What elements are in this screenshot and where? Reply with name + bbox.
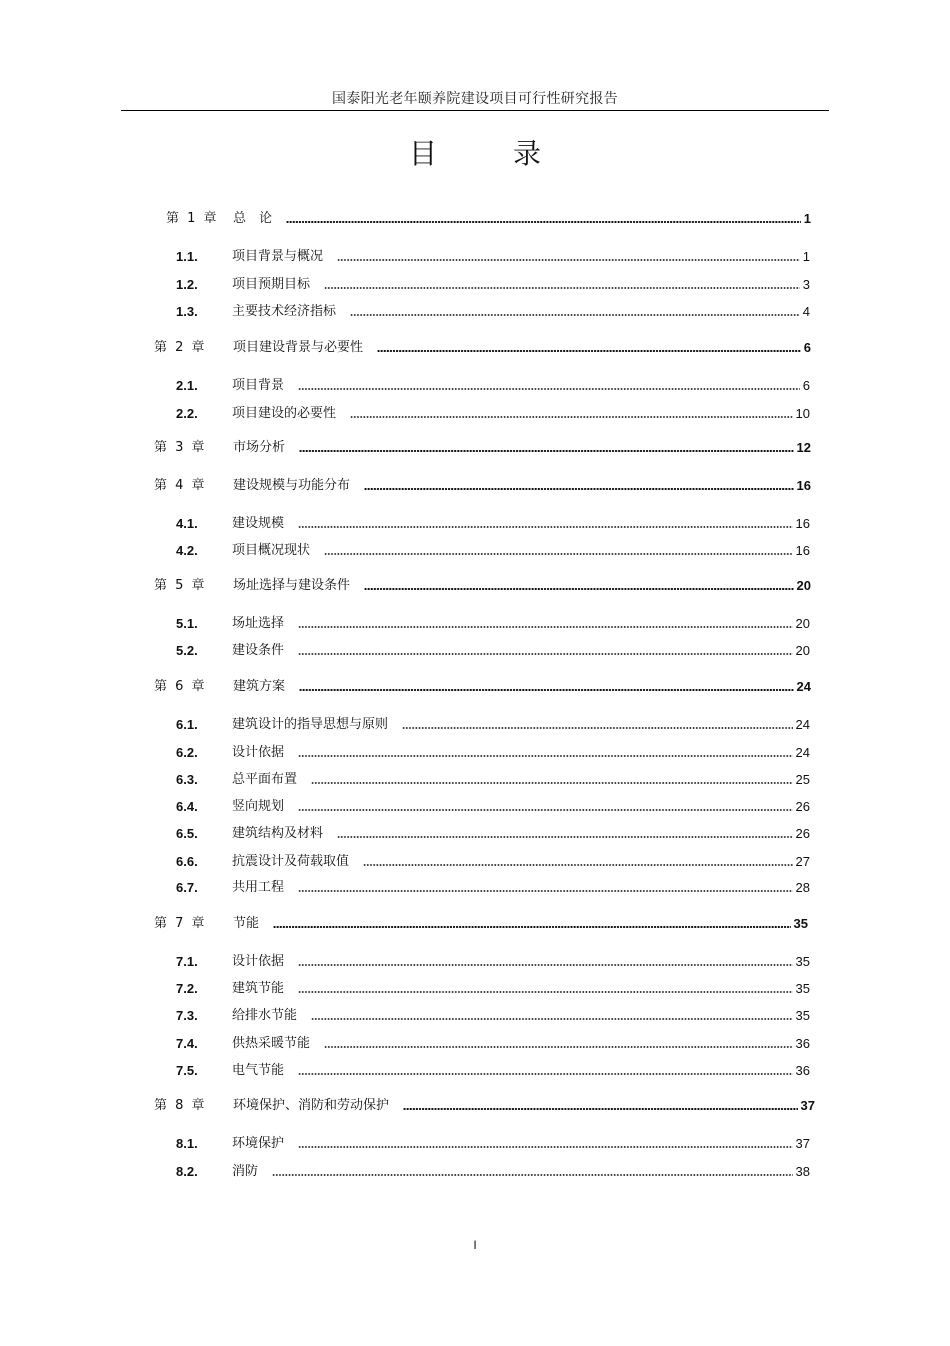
toc-entry-title: 给排水节能 xyxy=(232,1008,298,1023)
toc-entry-page: 27 xyxy=(795,854,810,869)
toc-entry-number: 6.6. xyxy=(176,854,198,869)
toc-entry-page: 24 xyxy=(795,745,810,760)
toc-section-entry[interactable] xyxy=(176,614,810,634)
toc-entry-number: 8.1. xyxy=(176,1136,198,1151)
toc-entry-number: 第 2 章 xyxy=(154,340,207,355)
toc-leader-dots xyxy=(364,588,794,590)
toc-entry-page: 26 xyxy=(795,799,810,814)
toc-entry-title: 建筑结构及材料 xyxy=(232,826,324,841)
toc-entry-page: 16 xyxy=(796,478,811,493)
toc-section-entry[interactable] xyxy=(176,404,810,424)
toc-leader-dots xyxy=(324,553,793,555)
toc-section-entry[interactable] xyxy=(176,541,810,561)
toc-chapter-entry[interactable] xyxy=(154,438,811,458)
toc-entry-page: 16 xyxy=(795,516,810,531)
toc-entry-number: 6.3. xyxy=(176,772,198,787)
toc-entry-title: 总 论 xyxy=(233,211,273,226)
toc-entry-title: 竖向规划 xyxy=(232,799,285,814)
toc-entry-number: 6.7. xyxy=(176,880,198,895)
toc-entry-number: 6.2. xyxy=(176,745,198,760)
toc-entry-number: 4.2. xyxy=(176,543,198,558)
toc-leader-dots xyxy=(299,689,794,691)
toc-section-entry[interactable] xyxy=(176,770,810,790)
toc-leader-dots xyxy=(337,836,793,838)
toc-entry-number: 2.1. xyxy=(176,378,198,393)
toc-entry-number: 6.1. xyxy=(176,717,198,732)
toc-leader-dots xyxy=(298,964,793,966)
toc-entry-number: 第 8 章 xyxy=(154,1098,207,1113)
toc-entry-number: 5.2. xyxy=(176,643,198,658)
toc-entry-title: 供热采暖节能 xyxy=(232,1036,311,1051)
toc-entry-number: 7.3. xyxy=(176,1008,198,1023)
page-number: I xyxy=(473,1238,477,1252)
toc-leader-dots xyxy=(337,259,800,261)
toc-leader-dots xyxy=(298,653,793,655)
toc-section-entry[interactable] xyxy=(176,852,810,872)
toc-section-entry[interactable] xyxy=(176,1134,810,1154)
toc-leader-dots xyxy=(273,926,791,928)
toc-entry-number: 1.2. xyxy=(176,277,198,292)
toc-section-entry[interactable] xyxy=(176,641,810,661)
toc-section-entry[interactable] xyxy=(176,743,810,763)
toc-entry-number: 第 7 章 xyxy=(154,916,207,931)
toc-entry-page: 20 xyxy=(795,616,810,631)
toc-entry-page: 25 xyxy=(795,772,810,787)
toc-leader-dots xyxy=(272,1174,793,1176)
toc-section-entry[interactable] xyxy=(176,1006,810,1026)
toc-entry-title: 场址选择与建设条件 xyxy=(233,578,351,593)
toc-entry-page: 24 xyxy=(795,717,810,732)
toc-leader-dots xyxy=(286,221,801,223)
toc-entry-page: 35 xyxy=(795,981,810,996)
toc-section-entry[interactable] xyxy=(176,514,810,534)
toc-leader-dots xyxy=(299,450,794,452)
toc-leader-dots xyxy=(311,782,793,784)
toc-entry-number: 4.1. xyxy=(176,516,198,531)
toc-entry-title: 项目背景与概况 xyxy=(232,249,324,264)
toc-entry-page: 35 xyxy=(795,954,810,969)
toc-entry-number: 第 5 章 xyxy=(154,578,207,593)
toc-entry-title: 电气节能 xyxy=(232,1063,285,1078)
toc-entry-title: 建筑设计的指导思想与原则 xyxy=(232,717,389,732)
toc-section-entry[interactable] xyxy=(176,302,810,322)
toc-entry-title: 总平面布置 xyxy=(232,772,298,787)
toc-entry-page: 10 xyxy=(795,406,810,421)
toc-entry-number: 2.2. xyxy=(176,406,198,421)
toc-section-entry[interactable] xyxy=(176,878,810,898)
toc-entry-number: 第 3 章 xyxy=(154,440,207,455)
toc-entry-page: 12 xyxy=(796,440,811,455)
toc-entry-number: 6.5. xyxy=(176,826,198,841)
toc-chapter-entry[interactable] xyxy=(154,677,811,697)
toc-entry-page: 6 xyxy=(803,340,811,355)
toc-section-entry[interactable] xyxy=(176,247,810,267)
toc-leader-dots xyxy=(350,416,793,418)
toc-section-entry[interactable] xyxy=(176,824,810,844)
toc-leader-dots xyxy=(377,350,801,352)
toc-leader-dots xyxy=(298,809,793,811)
toc-entry-title: 抗震设计及荷载取值 xyxy=(232,854,350,869)
toc-entry-title: 项目建设背景与必要性 xyxy=(233,340,364,355)
toc-entry-number: 第 6 章 xyxy=(154,679,207,694)
toc-leader-dots xyxy=(324,287,800,289)
toc-leader-dots xyxy=(298,526,793,528)
toc-title: 目录 xyxy=(408,137,617,170)
toc-chapter-entry[interactable] xyxy=(154,338,811,358)
toc-entry-page: 20 xyxy=(795,643,810,658)
toc-entry-title: 项目建设的必要性 xyxy=(232,406,337,421)
toc-entry-number: 7.5. xyxy=(176,1063,198,1078)
toc-entry-number: 7.2. xyxy=(176,981,198,996)
toc-entry-number: 1.1. xyxy=(176,249,198,264)
toc-leader-dots xyxy=(364,488,794,490)
toc-entry-title: 设计依据 xyxy=(232,745,285,760)
toc-entry-page: 37 xyxy=(800,1098,815,1113)
toc-section-entry[interactable] xyxy=(176,979,810,999)
toc-section-entry[interactable] xyxy=(176,376,810,396)
toc-leader-dots xyxy=(298,755,793,757)
toc-section-entry[interactable] xyxy=(176,1162,810,1182)
toc-entry-page: 28 xyxy=(795,880,810,895)
toc-entry-page: 36 xyxy=(795,1036,810,1051)
toc-entry-title: 建筑方案 xyxy=(233,679,286,694)
toc-entry-title: 建设规模 xyxy=(232,516,285,531)
toc-chapter-entry[interactable] xyxy=(166,209,811,229)
toc-entry-number: 5.1. xyxy=(176,616,198,631)
toc-section-entry[interactable] xyxy=(176,275,810,295)
toc-chapter-entry[interactable] xyxy=(154,1096,815,1116)
toc-section-entry[interactable] xyxy=(176,1061,810,1081)
toc-leader-dots xyxy=(298,1073,793,1075)
toc-leader-dots xyxy=(403,1108,798,1110)
toc-entry-number: 6.4. xyxy=(176,799,198,814)
toc-entry-title: 环境保护 xyxy=(232,1136,285,1151)
toc-chapter-entry[interactable] xyxy=(154,914,808,934)
toc-leader-dots xyxy=(298,1146,793,1148)
toc-entry-page: 38 xyxy=(795,1164,810,1179)
toc-entry-title: 建设条件 xyxy=(232,643,285,658)
toc-entry-number: 7.4. xyxy=(176,1036,198,1051)
toc-entry-title: 项目预期目标 xyxy=(232,277,311,292)
toc-entry-page: 36 xyxy=(795,1063,810,1078)
toc-section-entry[interactable] xyxy=(176,797,810,817)
toc-section-entry[interactable] xyxy=(176,1034,810,1054)
toc-chapter-entry[interactable] xyxy=(154,476,811,496)
toc-entry-number: 第 1 章 xyxy=(166,211,219,226)
toc-entry-title: 市场分析 xyxy=(233,440,286,455)
toc-leader-dots xyxy=(298,388,800,390)
toc-entry-number: 第 4 章 xyxy=(154,478,207,493)
toc-entry-number: 7.1. xyxy=(176,954,198,969)
toc-entry-page: 16 xyxy=(795,543,810,558)
toc-entry-page: 24 xyxy=(796,679,811,694)
toc-leader-dots xyxy=(350,314,800,316)
toc-leader-dots xyxy=(298,991,793,993)
running-header: 国泰阳光老年颐养院建设项目可行性研究报告 xyxy=(332,91,618,107)
toc-entry-page: 35 xyxy=(795,1008,810,1023)
toc-entry-page: 35 xyxy=(793,916,808,931)
toc-entry-title: 项目概况现状 xyxy=(232,543,311,558)
toc-leader-dots xyxy=(311,1018,793,1020)
toc-entry-title: 消防 xyxy=(232,1164,259,1179)
toc-section-entry[interactable] xyxy=(176,952,810,972)
toc-entry-title: 主要技术经济指标 xyxy=(232,304,337,319)
toc-entry-number: 8.2. xyxy=(176,1164,198,1179)
toc-leader-dots xyxy=(324,1046,793,1048)
toc-entry-page: 3 xyxy=(802,277,810,292)
toc-entry-page: 1 xyxy=(803,211,811,226)
toc-entry-title: 建筑节能 xyxy=(232,981,285,996)
toc-entry-title: 节能 xyxy=(233,916,260,931)
toc-entry-title: 设计依据 xyxy=(232,954,285,969)
toc-entry-title: 场址选择 xyxy=(232,616,285,631)
toc-entry-page: 1 xyxy=(802,249,810,264)
toc-entry-title: 环境保护、消防和劳动保护 xyxy=(233,1098,390,1113)
toc-leader-dots xyxy=(363,864,793,866)
toc-entry-page: 26 xyxy=(795,826,810,841)
toc-entry-title: 共用工程 xyxy=(232,880,285,895)
toc-entry-page: 20 xyxy=(796,578,811,593)
header-divider xyxy=(121,110,829,111)
toc-entry-title: 建设规模与功能分布 xyxy=(233,478,351,493)
toc-entry-title: 项目背景 xyxy=(232,378,285,393)
toc-entry-page: 6 xyxy=(802,378,810,393)
toc-chapter-entry[interactable] xyxy=(154,576,811,596)
toc-entry-page: 4 xyxy=(802,304,810,319)
toc-leader-dots xyxy=(298,890,793,892)
toc-section-entry[interactable] xyxy=(176,715,810,735)
toc-leader-dots xyxy=(298,626,793,628)
toc-leader-dots xyxy=(402,727,793,729)
toc-entry-page: 37 xyxy=(795,1136,810,1151)
toc-entry-number: 1.3. xyxy=(176,304,198,319)
